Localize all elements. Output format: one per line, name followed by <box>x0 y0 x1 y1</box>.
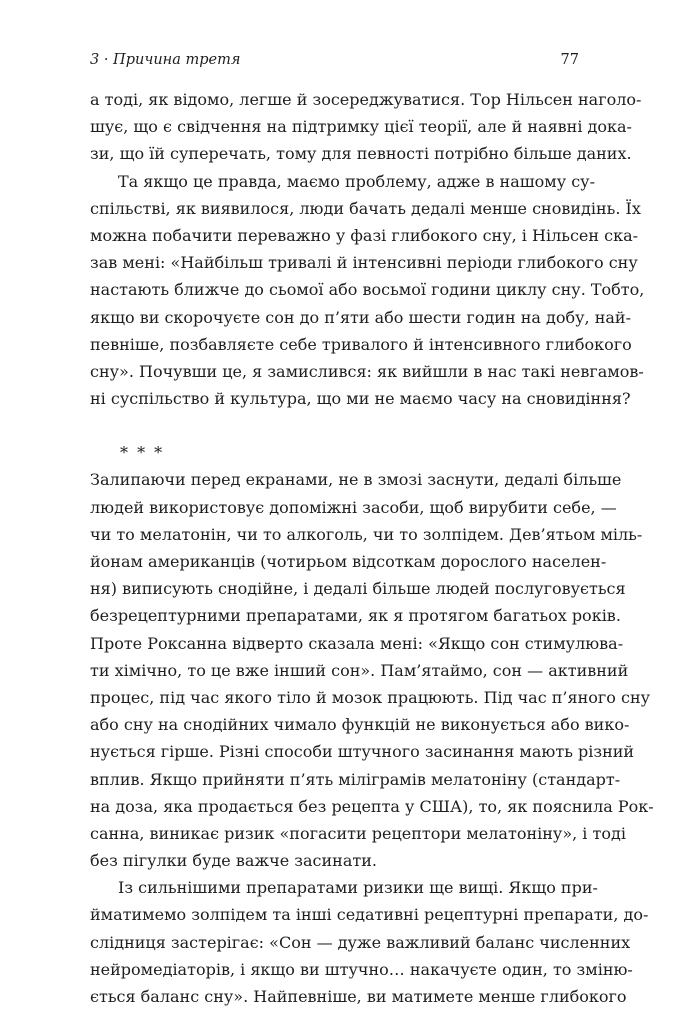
text-line: можна побачити переважно у фазі глибокого сну, і Нільсен ска- <box>90 225 639 245</box>
text-line: а тоді, як відомо, легше й зосереджуватися. Тор Нільсен наголо- <box>90 90 642 109</box>
text-line: нейромедіаторів, і якщо ви штучно… накачуєте один, то зміню- <box>90 959 633 979</box>
text-line: нується гірше. Різні способи штучного засинання мають різний <box>90 742 635 762</box>
text-line: вплив. Якщо прийняти п’ять міліграмів мелатоніну (стандарт- <box>90 769 621 789</box>
text-line: на доза, яка продається без рецепта у США), то, як пояснила Рок- <box>90 796 654 816</box>
text-line: зи, що їй суперечать, тому для певності потрібно більше даних. <box>90 144 632 164</box>
text-line: йонам американців (чотирьом відсоткам дорослого населен- <box>90 552 607 571</box>
section-break: * * * <box>120 443 165 463</box>
text-line: спільстві, як виявилося, люди бачать дедалі менше сновидінь. Їх <box>90 198 641 218</box>
paragraph <box>90 86 642 168</box>
running-head: 3 · Причина третя <box>90 52 241 68</box>
text-line: Та якщо це правда, маємо проблему, адже в нашому су- <box>118 171 595 191</box>
paragraph <box>90 168 645 413</box>
text-line: якщо ви скорочуєте сон до п’яти або шести годин на добу, най- <box>90 307 631 327</box>
text-line: безрецептурними препаратами, як я протягом багатьох років. <box>90 606 621 626</box>
text-line: ється баланс сну». Найпевніше, ви матимете менше глибокого <box>90 987 627 1006</box>
text-line: сну». Почувши це, я замислився: як вийшли в нас такі невгамов- <box>90 361 644 381</box>
text-line: йматимемо золпідем та інші седативні рецептурні препарати, до- <box>90 905 649 925</box>
text-line: зав мені: «Найбільш тривалі й інтенсивні періоди глибокого сну <box>90 253 638 273</box>
text-line: Проте Роксанна відверто сказала мені: «Якщо сон стимулюва- <box>90 633 624 653</box>
text-line: чи то мелатонін, чи то алкоголь, чи то золпідем. Дев’ятьом міль- <box>90 524 643 544</box>
text-line: санна, виникає ризик «погасити рецептори мелатоніну», і тоді <box>90 823 626 843</box>
page-number: 77 <box>560 52 579 68</box>
page-header <box>90 52 579 68</box>
text-line: ні суспільство й культура, що ми не маємо часу на сновидіння? <box>90 389 631 409</box>
paragraph <box>90 874 649 1010</box>
text-line: шує, що є свідчення на підтримку цієї теорії, але й наявні дока- <box>90 117 632 137</box>
text-line: настають ближче до сьомої або восьмої години циклу сну. Тобто, <box>90 280 645 300</box>
text-line: або сну на снодійних чимало функцій не виконується або вико- <box>90 715 630 735</box>
text-line: слідниця застерігає: «Сон — дуже важливий баланс численних <box>90 932 631 952</box>
text-line: Із сильнішими препаратами ризики ще вищі. Якщо при- <box>118 878 598 898</box>
text-line: без пігулки буде важче засинати. <box>90 851 377 871</box>
text-line: процес, під час якого тіло й мозок працюють. Під час п’яного сну <box>90 687 651 707</box>
text-line: певніше, позбавляєте себе тривалого й інтенсивного глибокого <box>90 334 632 354</box>
text-line: ти хімічно, то це вже інший сон». Пам’ятаймо, сон — активний <box>90 660 629 680</box>
body-text <box>90 86 654 1010</box>
text-line: Залипаючи перед екранами, не в змозі заснути, дедалі більше <box>90 470 622 490</box>
text-line: ня) виписують снодійне, і дедалі більше людей послуговується <box>90 579 626 599</box>
section-gap <box>90 412 583 439</box>
text-line: людей використовує допоміжні засоби, щоб вирубити себе, — <box>90 497 617 517</box>
paragraph <box>90 466 654 874</box>
